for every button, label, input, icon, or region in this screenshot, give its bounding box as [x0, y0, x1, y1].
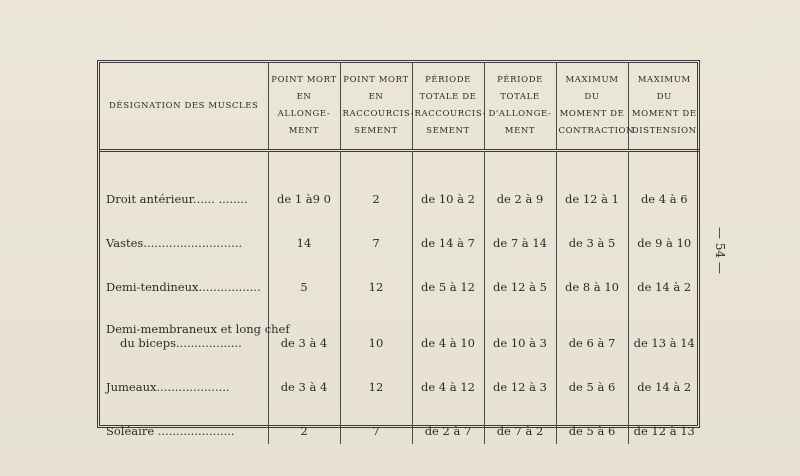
value-cell: de 7 à 2 — [484, 400, 556, 444]
table-row — [100, 300, 700, 356]
header-line: MENT — [504, 126, 536, 136]
header-line: POINT MORT — [271, 75, 337, 85]
muscle-name-cell — [100, 212, 268, 256]
value-cell: 12 — [340, 256, 412, 300]
header-line: RACCOURCIS- — [342, 109, 415, 119]
table-row — [100, 256, 700, 300]
value-cell: de 1 à9 0 — [268, 164, 340, 212]
muscle-name: Vastes........................... — [106, 236, 243, 250]
value-cell: 10 — [340, 300, 412, 356]
header-line: MAXIMUM — [637, 75, 691, 85]
header-line: RACCOURCIS- — [414, 109, 487, 119]
header-line: DISTENSION — [631, 126, 697, 136]
value-cell: de 4 à 6 — [628, 164, 700, 212]
value-cell: de 5 à 12 — [412, 256, 484, 300]
column-header-6 — [628, 63, 700, 151]
value-cell: 5 — [268, 256, 340, 300]
header-line: EN — [296, 92, 312, 102]
header-line: MENT — [288, 126, 320, 136]
value-cell: de 14 à 2 — [628, 356, 700, 400]
value-cell: de 12 à 1 — [556, 164, 628, 212]
header-line: CONTRACTION — [558, 126, 635, 136]
header-line: MOMENT DE — [559, 109, 625, 119]
value-cell: 12 — [340, 356, 412, 400]
muscle-name: Soléaire ..................... — [106, 424, 235, 438]
value-cell: de 8 à 10 — [556, 256, 628, 300]
muscle-name: Demi-tendineux................. — [106, 280, 261, 294]
muscle-name-cell — [100, 256, 268, 300]
muscle-table — [100, 63, 700, 444]
value-cell: 7 — [340, 400, 412, 444]
header-line: POINT MORT — [343, 75, 409, 85]
muscle-name-cell — [100, 400, 268, 444]
column-header-1 — [268, 63, 340, 151]
value-cell: de 13 à 14 — [628, 300, 700, 356]
header-line: D'ALLONGE- — [488, 109, 552, 119]
value-cell: de 12 à 13 — [628, 400, 700, 444]
table-frame — [97, 60, 700, 438]
muscle-name: Demi-membraneux et long chef — [106, 322, 290, 336]
header-line: PÉRIODE — [425, 75, 471, 85]
value-cell: de 10 à 2 — [412, 164, 484, 212]
value-cell: de 14 à 2 — [628, 256, 700, 300]
value-cell: de 9 à 10 — [628, 212, 700, 256]
value-cell: de 5 à 6 — [556, 356, 628, 400]
header-line: PÉRIODE — [497, 75, 543, 85]
table-row — [100, 400, 700, 444]
header-line: TOTALE — [500, 92, 540, 102]
table-body — [100, 151, 700, 445]
value-cell: de 7 à 14 — [484, 212, 556, 256]
table-row — [100, 356, 700, 400]
header-line: DU — [656, 92, 672, 102]
value-cell: 14 — [268, 212, 340, 256]
header-line: MAXIMUM — [565, 75, 619, 85]
header-line: TOTALE DE — [419, 92, 477, 102]
muscle-name-cell — [100, 356, 268, 400]
header-row — [100, 63, 700, 151]
page-number: — 54 — — [713, 227, 727, 274]
value-cell: de 3 à 5 — [556, 212, 628, 256]
header-line: MOMENT DE — [631, 109, 697, 119]
header-line: ALLONGE- — [277, 109, 331, 119]
header-line: DU — [584, 92, 600, 102]
table-row — [100, 212, 700, 256]
value-cell: 2 — [268, 400, 340, 444]
value-cell: de 14 à 7 — [412, 212, 484, 256]
muscle-name: Droit antérieur...... ........ — [106, 192, 248, 206]
spacer-row — [100, 151, 700, 165]
value-cell: 2 — [340, 164, 412, 212]
column-header-5 — [556, 63, 635, 151]
value-cell: de 4 à 10 — [412, 300, 484, 356]
header-line: DÉSIGNATION DES MUSCLES — [109, 100, 259, 111]
header-line: EN — [368, 92, 384, 102]
muscle-name-cell — [100, 300, 290, 356]
value-cell: de 12 à 5 — [484, 256, 556, 300]
value-cell: de 6 à 7 — [556, 300, 628, 356]
value-cell: de 3 à 4 — [268, 300, 340, 356]
value-cell: de 10 à 3 — [484, 300, 556, 356]
value-cell: de 5 à 6 — [556, 400, 628, 444]
value-cell: de 12 à 3 — [484, 356, 556, 400]
header-line: SEMENT — [426, 126, 470, 136]
column-header-4 — [484, 63, 556, 151]
value-cell: de 3 à 4 — [268, 356, 340, 400]
table-row — [100, 164, 700, 212]
muscle-name: Jumeaux.................... — [106, 380, 230, 394]
muscle-name-cell — [100, 164, 268, 212]
value-cell: de 4 à 12 — [412, 356, 484, 400]
value-cell: de 2 à 9 — [484, 164, 556, 212]
column-header-3 — [412, 63, 487, 151]
value-cell: 7 — [340, 212, 412, 256]
muscle-name: du biceps.................. — [120, 336, 242, 350]
header-line: SEMENT — [354, 126, 398, 136]
column-header-0 — [100, 63, 268, 151]
value-cell: de 2 à 7 — [412, 400, 484, 444]
column-header-2 — [340, 63, 415, 151]
